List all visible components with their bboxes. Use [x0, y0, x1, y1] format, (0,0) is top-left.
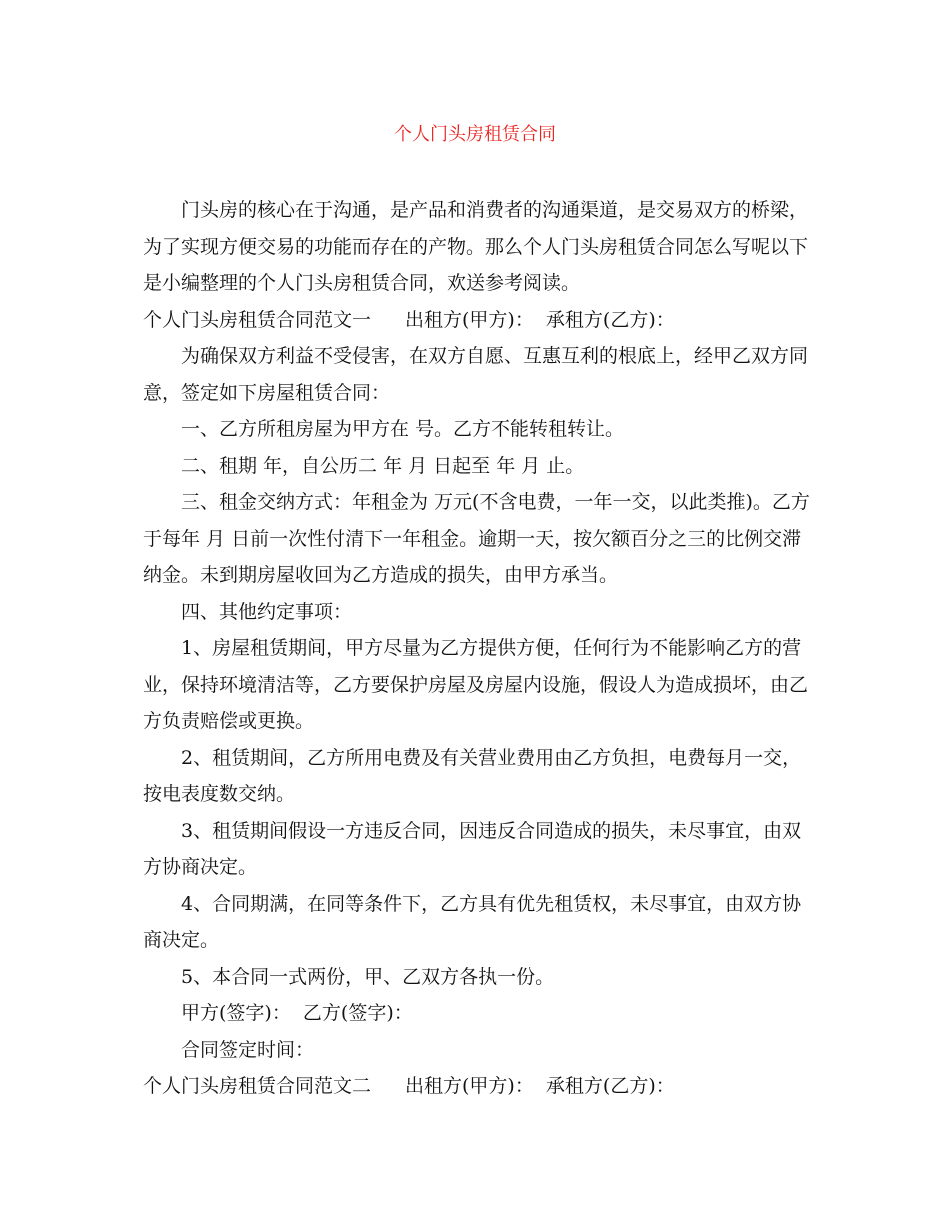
item-5: 5、本合同一式两份，甲、乙双方各执一份。 — [181, 965, 555, 988]
document-body — [143, 192, 815, 1105]
clause-2: 二、租期 年，自公历二 年 月 日起至 年 月 止。 — [181, 454, 585, 477]
document-title: 个人门头房租赁合同 — [394, 124, 556, 145]
item-1: 1、房屋租赁期间，甲方尽量为乙方提供方便，任何行为不能影响乙方的营业，保持环境清洁等，乙方要保护房屋及房屋内设施，假设人为造成损坏，由乙方负责赔偿或更换。 — [143, 637, 809, 732]
sample2-parties: 出租方(甲方)： 承租方(乙方)： — [405, 1075, 675, 1097]
item-3: 3、租赁期间假设一方违反合同，因违反合同造成的损失，未尽事宜，由双方协商决定。 — [143, 819, 802, 878]
clause-4: 四、其他约定事项： — [181, 600, 353, 623]
sample2-line — [143, 1068, 815, 1105]
item-4: 4、合同期满，在同等条件下，乙方具有优先租赁权，未尽事宜，由双方协商决定。 — [143, 892, 802, 951]
sample1-parties: 出租方(甲方)： 承租方(乙方)： — [405, 308, 675, 331]
clause-3: 三、租金交纳方式：年租金为 万元(不含电费，一年一交，以此类推)。乙方于每年 月 日前一次性付清下一年租金。逾期一天，按欠额百分之三的比例交滞纳金。未到期房屋收回为乙方造成的损失，由甲方承当。 — [143, 491, 810, 586]
sample1-line — [143, 302, 815, 339]
intro-paragraph: 门头房的核心在于沟通，是产品和消费者的沟通渠道，是交易双方的桥梁，为了实现方便交易的功能而存在的产物。那么个人门头房租赁合同怎么写呢以下是小编整理的个人门头房租赁合同，欢送参考阅读。 — [143, 199, 809, 294]
sign-date-line: 合同签定时间： — [181, 1038, 315, 1061]
item-2: 2、租赁期间，乙方所用电费及有关营业费用由乙方负担，电费每月一交，按电表度数交纳。 — [143, 746, 802, 805]
clause-1: 一、乙方所租房屋为甲方在 号。乙方不能转租转让。 — [181, 418, 625, 440]
signature-line: 甲方(签字)： 乙方(签字)： — [181, 1002, 413, 1024]
sample2-heading: 个人门头房租赁合同范文二 — [143, 1075, 372, 1097]
sample1-heading: 个人门头房租赁合同范文一 — [143, 308, 372, 331]
purpose-paragraph: 为确保双方利益不受侵害，在双方自愿、互惠互利的根底上，经甲乙双方同意，签定如下房屋租赁合同： — [143, 345, 809, 404]
